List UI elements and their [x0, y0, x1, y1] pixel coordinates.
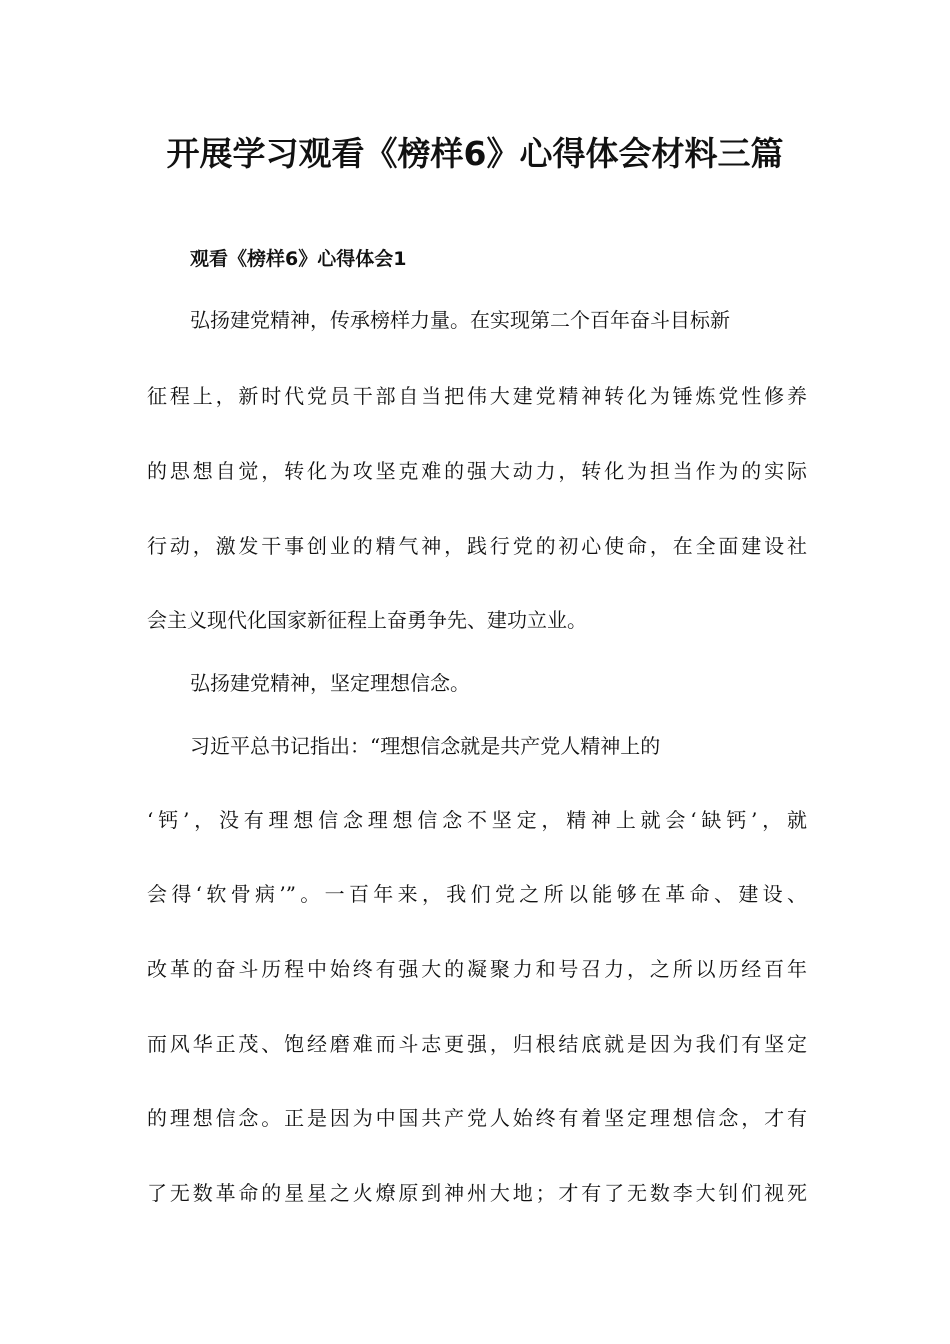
section-heading: 观看《榜样6》心得体会1 — [190, 248, 407, 270]
paragraph-line: 会主义现代化国家新征程上奋勇争先、建功立业。 — [147, 608, 587, 632]
paragraph-line: 的理想信念。正是因为中国共产党人始终有着坚定理想信念，才有 — [147, 1106, 807, 1130]
paragraph-line: 而风华正茂、饱经磨难而斗志更强，归根结底就是因为我们有坚定 — [147, 1032, 807, 1056]
paragraph-line: 弘扬建党精神，坚定理想信念。 — [190, 671, 470, 695]
paragraph-line: 习近平总书记指出：“理想信念就是共产党人精神上的 — [190, 734, 661, 758]
document-title: 开展学习观看《榜样6》心得体会材料三篇 — [166, 134, 784, 173]
paragraph-line: 弘扬建党精神，传承榜样力量。在实现第二个百年奋斗目标新 — [190, 308, 730, 332]
paragraph-line: 征程上，新时代党员干部自当把伟大建党精神转化为锤炼党性修养 — [147, 384, 807, 408]
paragraph-line: 了无数革命的星星之火燎原到神州大地；才有了无数李大钊们视死 — [147, 1181, 807, 1205]
paragraph-line: 会得‘软骨病’”。一百年来，我们党之所以能够在革命、建设、 — [147, 882, 807, 906]
paragraph-line: 行动，激发干事创业的精气神，践行党的初心使命，在全面建设社 — [147, 534, 807, 558]
paragraph-line: ‘钙’，没有理想信念理想信念不坚定，精神上就会‘缺钙’，就 — [147, 808, 807, 832]
paragraph-line: 的思想自觉，转化为攻坚克难的强大动力，转化为担当作为的实际 — [147, 459, 807, 483]
paragraph-line: 改革的奋斗历程中始终有强大的凝聚力和号召力，之所以历经百年 — [147, 957, 807, 981]
